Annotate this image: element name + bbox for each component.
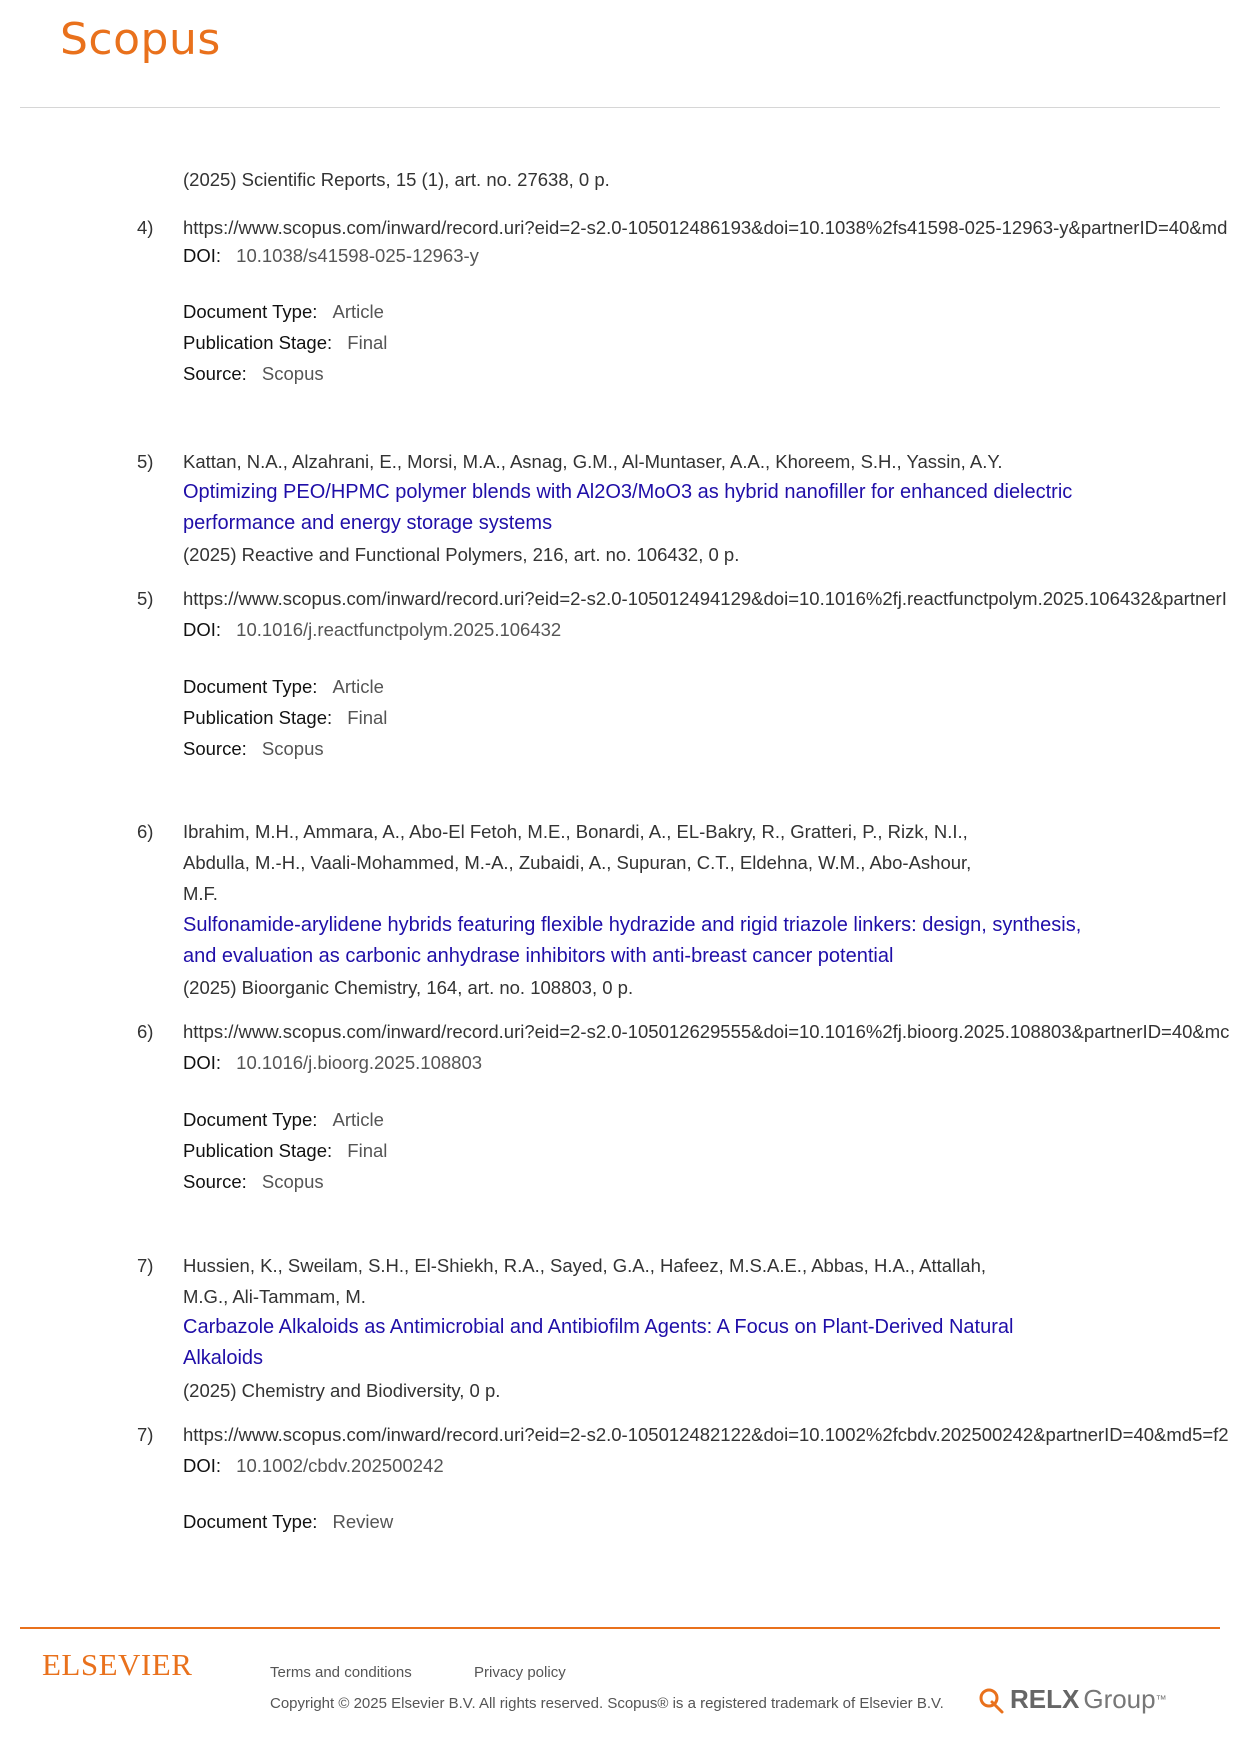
publication-stage-line — [183, 1140, 387, 1162]
source-line: (2025) Scientific Reports, 15 (1), art. no. 27638, 0 p. — [183, 169, 610, 190]
source-db-label: Source: — [183, 363, 247, 384]
record-url-link[interactable]: https://www.scopus.com/inward/record.uri?eid=2-s2.0-105012494129&doi=10.1016%2fj.reactfunctpolym.2025.106432&partnerI — [183, 588, 1227, 609]
relx-group-wordmark: Group — [1083, 1684, 1156, 1714]
authors-line: M.F. — [183, 883, 218, 904]
article-title-link[interactable]: Carbazole Alkaloids as Antimicrobial and Antibiofilm Agents: A Focus on Plant-Derived Natural — [183, 1316, 1014, 1338]
document-type-line — [183, 676, 384, 698]
publication-stage-label: Publication Stage: — [183, 332, 333, 353]
doi-value: 10.1038/s41598-025-12963-y — [236, 245, 479, 266]
relx-group-logo[interactable] — [976, 1684, 1167, 1715]
source-db-line — [183, 738, 324, 760]
doi-line — [183, 1455, 444, 1477]
document-type-label: Document Type: — [183, 1109, 318, 1130]
doi-value: 10.1016/j.reactfunctpolym.2025.106432 — [236, 619, 562, 640]
terms-link[interactable]: Terms and conditions — [270, 1664, 412, 1681]
publication-stage-line — [183, 707, 387, 729]
record-url-link[interactable]: https://www.scopus.com/inward/record.uri?eid=2-s2.0-105012482122&doi=10.1002%2fcbdv.202500242&partnerID=40&md5=f2 — [183, 1424, 1229, 1445]
authors-line: Abdulla, M.-H., Vaali-Mohammed, M.-A., Zubaidi, A., Supuran, C.T., Eldehna, W.M., Abo-Ashour, — [183, 852, 972, 873]
document-type-label: Document Type: — [183, 301, 318, 322]
doi-label: DOI: — [183, 1455, 222, 1476]
publication-stage-value: Final — [347, 332, 388, 353]
publication-stage-label: Publication Stage: — [183, 707, 333, 728]
authors-line: M.G., Ali-Tammam, M. — [183, 1286, 366, 1307]
record-url-link[interactable]: https://www.scopus.com/inward/record.uri?eid=2-s2.0-105012486193&doi=10.1038%2fs41598-025-12963-y&partnerID=40&md — [183, 217, 1228, 238]
doi-label: DOI: — [183, 245, 222, 266]
record-url-link[interactable]: https://www.scopus.com/inward/record.uri?eid=2-s2.0-105012629555&doi=10.1016%2fj.bioorg.2025.108803&partnerID=40&mc — [183, 1021, 1230, 1042]
url-number: 4) — [137, 217, 154, 238]
doi-value: 10.1002/cbdv.202500242 — [236, 1455, 444, 1476]
source-db-value: Scopus — [261, 738, 324, 759]
document-type-value: Article — [332, 301, 384, 322]
url-number: 7) — [137, 1424, 154, 1445]
doi-label: DOI: — [183, 1052, 222, 1073]
source-db-line — [183, 1171, 324, 1193]
privacy-link[interactable]: Privacy policy — [474, 1664, 566, 1681]
article-title-link[interactable]: performance and energy storage systems — [183, 512, 553, 534]
article-title-link[interactable]: Alkaloids — [183, 1347, 264, 1369]
authors-line: Hussien, K., Sweilam, S.H., El-Shiekh, R.A., Sayed, G.A., Hafeez, M.S.A.E., Abbas, H.A., Attallah, — [183, 1255, 987, 1276]
url-number: 6) — [137, 1021, 154, 1042]
authors-line: Kattan, N.A., Alzahrani, E., Morsi, M.A., Asnag, G.M., Al-Muntaser, A.A., Khoreem, S.H., Yassin, A.Y. — [183, 451, 1003, 472]
document-type-label: Document Type: — [183, 676, 318, 697]
url-number: 5) — [137, 588, 154, 609]
elsevier-logo[interactable]: ELSEVIER — [42, 1647, 193, 1682]
document-type-line — [183, 1109, 384, 1131]
doi-line — [183, 1052, 482, 1074]
publication-stage-value: Final — [347, 1140, 388, 1161]
relx-trademark: ™ — [1155, 1693, 1167, 1706]
source-db-label: Source: — [183, 1171, 247, 1192]
doi-label: DOI: — [183, 619, 222, 640]
relx-icon — [976, 1685, 1006, 1715]
entry-number: 7) — [137, 1255, 154, 1276]
footer-divider — [20, 1627, 1220, 1629]
doi-value: 10.1016/j.bioorg.2025.108803 — [236, 1052, 483, 1073]
doi-line — [183, 619, 561, 641]
document-type-value: Article — [332, 1109, 384, 1130]
document-type-value: Review — [332, 1511, 394, 1532]
article-title-link[interactable]: and evaluation as carbonic anhydrase inhibitors with anti-breast cancer potential — [183, 945, 894, 967]
source-line: (2025) Reactive and Functional Polymers, 216, art. no. 106432, 0 p. — [183, 544, 740, 565]
source-line: (2025) Chemistry and Biodiversity, 0 p. — [183, 1380, 501, 1401]
article-title-link[interactable]: Sulfonamide-arylidene hybrids featuring flexible hydrazide and rigid triazole linkers: design, synthesis, — [183, 914, 1082, 936]
article-title-link[interactable]: Optimizing PEO/HPMC polymer blends with Al2O3/MoO3 as hybrid nanofiller for enhanced dielectric — [183, 481, 1073, 503]
publication-stage-line — [183, 332, 387, 354]
authors-line: Ibrahim, M.H., Ammara, A., Abo-El Fetoh, M.E., Bonardi, A., EL-Bakry, R., Gratteri, P., Rizk, N.I., — [183, 821, 968, 842]
doi-line — [183, 245, 479, 267]
source-db-line — [183, 363, 324, 385]
document-type-label: Document Type: — [183, 1511, 318, 1532]
source-db-value: Scopus — [261, 1171, 324, 1192]
entry-number: 6) — [137, 821, 154, 842]
source-db-label: Source: — [183, 738, 247, 759]
source-db-value: Scopus — [261, 363, 324, 384]
publication-stage-label: Publication Stage: — [183, 1140, 333, 1161]
relx-wordmark: RELX — [1010, 1684, 1080, 1714]
document-type-value: Article — [332, 676, 384, 697]
copyright-text: Copyright © 2025 Elsevier B.V. All rights reserved. Scopus® is a registered trademark of Elsevier B.V. — [270, 1695, 944, 1712]
entry-number: 5) — [137, 451, 154, 472]
scopus-logo[interactable]: Scopus — [60, 14, 221, 65]
source-line: (2025) Bioorganic Chemistry, 164, art. no. 108803, 0 p. — [183, 977, 634, 998]
document-type-line — [183, 1511, 393, 1533]
document-type-line — [183, 301, 384, 323]
publication-stage-value: Final — [347, 707, 388, 728]
